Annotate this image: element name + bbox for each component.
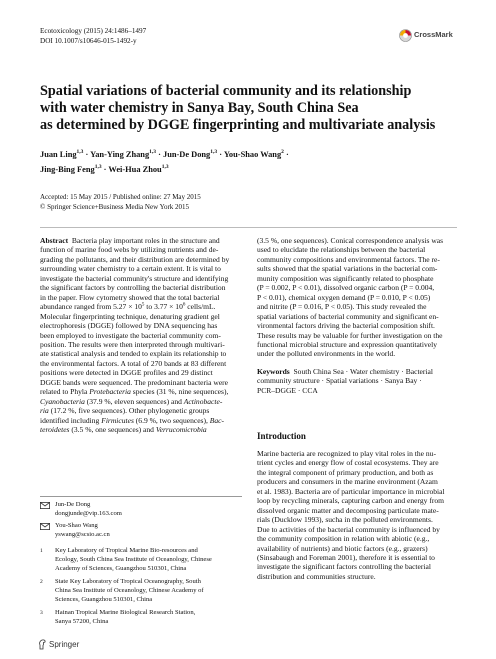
affiliation-line: Hainan Tropical Marine Biological Research Station, [55,609,196,616]
affiliation-line: Ecology, South China Sea Institute of Oceanology, Chinese [55,555,212,563]
affiliation-line: Sciences, Guangzhou 510301, China [55,595,153,603]
abstract-line: (3.5 %, one sequences). Conical correspondence analysis was [257,236,444,245]
intro-line: investigate the significant factors controlling the bacterial [257,562,431,572]
springer-horse-icon [38,639,47,650]
taxon-name: ria [40,406,49,416]
abstract-line [40,425,242,434]
abstract-line: been employed to investigate the bacterial community com- [40,330,221,340]
author-name[interactable]: Yan-Ying Zhang [90,149,150,159]
abstract-text: (6.9 %, two sequences), [133,415,210,425]
abstract-line: (P = 0.002, P < 0.01), dissolved organic carbon (P = 0.004, [257,283,435,293]
abstract-right-column [257,236,458,359]
envelope-icon [40,523,50,530]
author-affil: 2 [281,149,284,155]
affiliation-2 [40,578,242,605]
keywords-line: PCR–DGGE · CCA [257,385,318,395]
doi-line[interactable]: DOI 10.1007/s10646-015-1492-y [40,37,137,45]
affiliation-1 [40,547,242,574]
intro-line: Marine bacteria are recognized to play vital roles in the nu- [257,449,436,458]
abstract-text: Bacteria play important roles in the structure and [71,236,220,245]
abstract-line: the significant factors by controlling the bacterial distribution [40,283,226,293]
introduction-heading: Introduction [257,431,306,441]
journal-citation [40,26,146,46]
abstract-line: functional microbial structure and expression quantitatively [257,339,438,349]
publisher-footer [38,639,98,651]
affiliation-line: China Sea Institute of Oceanology, Chinese Academy of [55,586,204,594]
author-separator: · [158,149,161,159]
author-affil: 1,3 [76,149,84,155]
contact-email[interactable]: dongjunde@vip.163.com [55,509,122,517]
affiliation-text [55,609,245,627]
exponent: 6 [182,302,186,308]
abstract-line: under the polluted environments in the world. [257,349,396,359]
abstract-line: community compositions and environmental factors. The re- [257,254,440,264]
intro-line: et al. 1983). Bacteria are of particular importance in microbial [257,486,445,496]
affiliation-number: 2 [40,579,43,585]
author-name[interactable]: Jun-De Dong [163,149,211,159]
abstract-text: identified including [40,415,102,425]
abstract-line: position. The results were then interpreted through multivari- [40,339,225,349]
abstract-line: ate statistical analysis and tended to explain its relationship to [40,349,227,359]
abstract-line [40,236,242,245]
abstract-text: to 3.77 × 10 [144,302,183,312]
abstract-line: P < 0.01), chemical oxygen demand (P = 0.010, P < 0.05) [257,292,431,302]
taxon-name: Cyanobacteria [40,396,85,406]
abstract-line: DGGE bands were sequenced. The predominant bacteria were [40,377,229,387]
author-separator: · [85,149,89,159]
intro-line: Due to activities of the bacterial community is influenced by [257,524,440,534]
abstract-line [40,406,242,415]
intro-line: dissolved organic matter and decomposing particulate mate- [257,505,439,515]
taxon-name: Verrucomicrobia [155,425,207,435]
author-name[interactable]: Wei-Hua Zhou [108,164,162,174]
abstract-line: These results may be valuable for further investigation on the [257,330,443,340]
abstract-left-column [40,236,242,435]
author-affil: 1,3 [94,163,102,170]
title-line: with water chemistry in Sanya Bay, South China Sea [40,100,359,116]
abstract-line [40,397,242,406]
abstract-line: Molecular fingerprinting technique, denaturing gradient gel [40,311,220,321]
abstract-text: (3.5 %, one sequences) and [69,425,156,435]
abstract-line: spatial variations of bacterial community and significant en- [257,311,439,321]
abstract-text: (37.9 %, eleven sequences) and [84,396,184,406]
taxon-name: Actinobacte- [183,396,223,406]
contact-dong [40,501,242,518]
paper-title [40,83,470,134]
affiliation-line: State Key Laboratory of Tropical Oceanography, South [55,578,201,585]
taxon-name: Firmicutes [101,415,134,425]
intro-line: (Sinsabaugh and Foreman 2001), therefore it is essential to [257,552,435,562]
contact-name: Jun-De Dong [55,501,91,508]
abstract-line: grading the pollutants, and their distribution are determined by [40,254,230,264]
keywords-line [257,367,458,376]
keywords-block [257,367,458,395]
abstract-line: function of marine food webs by utilizing nutrients and de- [40,245,219,255]
contact-email[interactable]: yswang@scsio.ac.cn [55,530,110,538]
contact-wang [40,522,242,539]
affiliation-number: 3 [40,610,43,616]
abstract-text: species (31 %, nine sequences), [130,387,229,397]
author-name[interactable]: Juan Ling [40,149,77,159]
journal-line: Ecotoxicology (2015) 24:1486–1497 [40,27,147,35]
taxon-name: Protebacteria [89,387,131,397]
taxon-name: teroidetes [40,425,70,435]
abstract-line: vironmental factors driving the bacterial composition shift. [257,321,435,331]
abstract-line: used to elucidate the relationships between the bacterial [257,245,426,255]
abstract-line [40,302,242,311]
abstract-line: electrophoresis (DGGE) followed by DNA sequencing has [40,321,218,331]
affiliation-number: 1 [40,548,43,554]
publication-dates [40,193,201,212]
affiliation-line: Key Laboratory of Tropical Marine Bio-resources and [55,547,198,554]
title-line: Spatial variations of bacterial community and its relationship [40,83,412,99]
affiliation-line: Sanya 57200, China [55,617,109,625]
abstract-text: related to Phyla [40,387,90,397]
intro-line: distribution and communities structure. [257,571,376,581]
envelope-icon [40,502,50,509]
affiliation-3 [40,609,242,627]
abstract-line: positions were detected in DGGE profiles and 29 distinct [40,368,213,378]
intro-line: rials (Ducklow 1993), sucha in the polluted environments. [257,515,433,525]
author-separator: · [219,149,223,159]
contact-text [55,522,245,539]
affiliation-line: Academy of Sciences, Guangzhou 510301, China [55,564,187,572]
affiliation-text [55,547,245,573]
author-name[interactable]: You-Shao Wang [223,149,282,159]
author-affil: 1,3 [210,149,218,155]
intro-line: availability of nutrients) and biotic factors (e.g., grazers) [257,543,428,553]
intro-line: loop by recycling minerals, capturing carbon and energy from [257,496,445,506]
crossmark-icon [399,29,412,42]
contact-text [55,501,245,518]
keywords-line: community structure · Spatial variations · Sanya Bay · [257,376,422,386]
affiliation-text [55,578,245,604]
intro-line: producers and consumers in the marine environment (Azam [257,477,438,487]
crossmark-badge[interactable] [399,29,457,43]
title-line: as determined by DGGE fingerprinting and multivariate analysis [40,117,436,133]
author-line-1 [40,146,470,161]
abstract-line: in the paper. Flow cytometry showed that the total bacterial [40,292,220,302]
author-list [40,146,470,176]
author-name[interactable]: Jing-Bing Feng [40,164,95,174]
abstract-line: sults showed that the spatial variations in the bacterial com- [257,264,438,274]
abstract-line: the environmental factors. A total of 270 bands at 83 different [40,358,227,368]
abstract-line [40,416,242,425]
header-divider [40,227,457,228]
author-separator: · [103,164,107,174]
abstract-text: abundance ranged from 5.27 × 10 [40,302,142,312]
keywords-text: South China Sea · Water chemistry · Bacterial [293,367,433,376]
abstract-line: and nitrite (P = 0.016, P < 0.05). This study revealed the [257,302,427,312]
taxon-name: Bac- [209,415,225,425]
publisher-name: Springer [49,640,80,649]
intro-line: trient cycles and energy flow of costal ecosystems. They are [257,458,439,468]
crossmark-label: CrossMark [414,30,453,39]
intro-line: the community composition in relation with abiotic (e.g., [257,534,430,544]
footnote-divider [40,496,242,497]
abstract-line: investigate the bacterial community's structure and identifying [40,273,229,283]
author-affil: 1,3 [149,149,157,155]
contact-name: You-Shao Wang [55,522,98,529]
intro-line: the integral component of primary production, and both as [257,467,434,477]
abstract-heading: Abstract [40,236,69,245]
abstract-line [40,387,242,396]
abstract-text: (17.2 %, five sequences). Other phylogenetic groups [48,406,210,416]
copyright-line: © Springer Science+Business Media New York 2015 [40,202,190,211]
abstract-line: munity composition was significantly related to phosphate [257,273,434,283]
exponent: 5 [141,302,145,308]
author-separator: · [286,149,289,159]
abstract-text: cells/mL. [185,302,216,312]
accepted-line: Accepted: 15 May 2015 / Published online: 27 May 2015 [40,193,201,201]
abstract-line: surrounding water chemistry to a certain extent. It is vital to [40,264,221,274]
author-line-2 [40,161,470,176]
author-affil: 1,3 [161,163,169,170]
introduction-body [257,449,458,581]
keywords-heading: Keywords [257,367,290,376]
